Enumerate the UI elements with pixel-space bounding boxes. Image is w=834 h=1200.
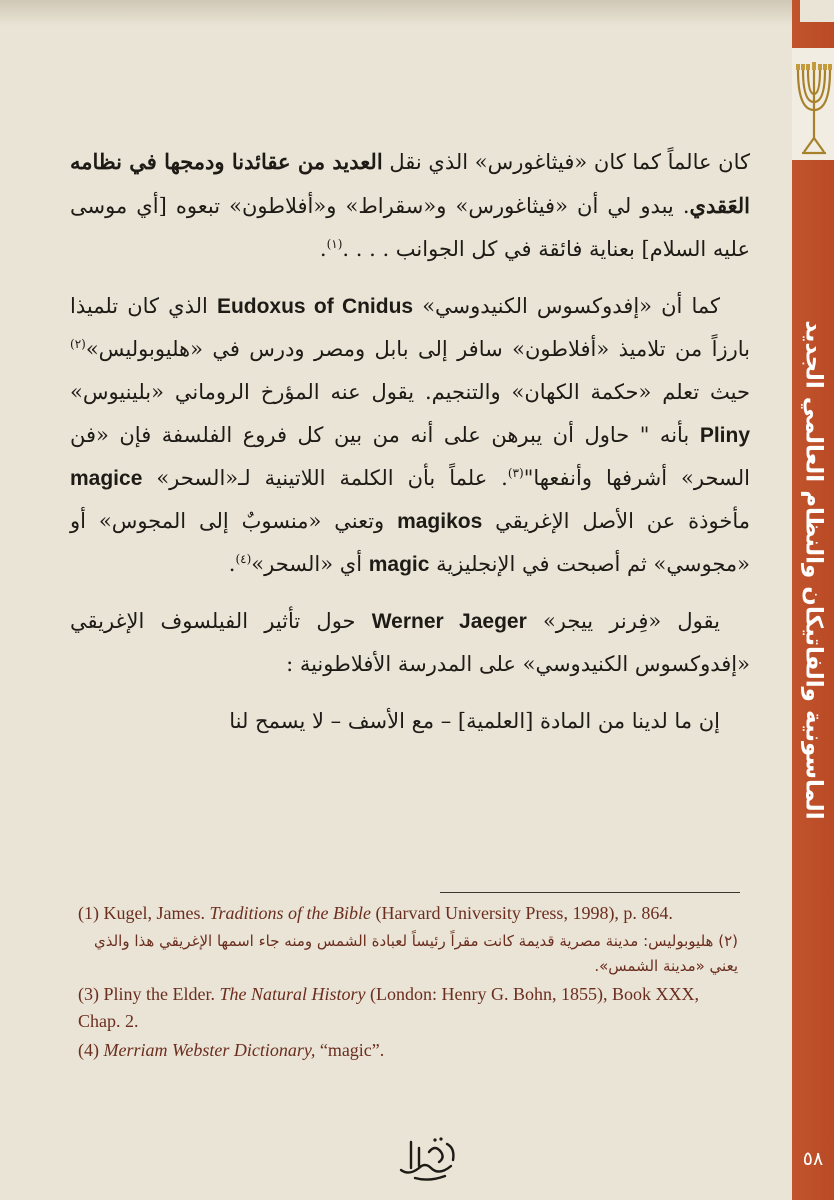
- footnote-1: (1) Kugel, James. Traditions of the Bible (Harvard University Press, 1998), p. 864.: [78, 903, 673, 923]
- text-run: حول تأثير الفيلسوف الإغريقي «إفدوكسوس الكنيدوسي» على المدرسة الأفلاطونية :: [70, 609, 750, 676]
- latin-term: magic: [368, 553, 430, 576]
- latin-term: Werner Jaeger: [371, 610, 527, 633]
- paragraph-2: [70, 285, 750, 586]
- text-run: الذي كان تلميذا بارزاً من تلاميذ «أفلاطون» سافر إلى بابل ومصر ودرس في «هليوبوليس»: [70, 294, 750, 361]
- footnote-ref: (١): [326, 237, 343, 251]
- bold-phrase: العديد من عقائدنا ودمجها في نظامه العَقدي: [70, 149, 750, 218]
- text-run: .: [319, 237, 327, 261]
- text-run: .: [228, 552, 236, 576]
- text-run: كان عالماً كما كان «فيثاغورس» الذي نقل: [382, 150, 750, 174]
- page-top-shadow: [0, 0, 834, 26]
- text-run: وتعني «منسوبٌ إلى المجوس» أو «مجوسي» ثم أصبحت في الإنجليزية: [70, 509, 750, 576]
- footnote-ref: (٤): [235, 552, 252, 566]
- footnote-2: (٢) هليوبوليس: مدينة مصرية قديمة كانت مقراً رئيساً لعبادة الشمس ومنه جاء اسمها الإغريقي هذا والذي يعني «مدينة الشمس».: [94, 932, 738, 975]
- paragraph-1: [70, 140, 750, 271]
- band-notch: [800, 0, 834, 22]
- page-number: ٥٨: [802, 1148, 824, 1170]
- text-run: . علماً بأن الكلمة اللاتينية لـ«السحر»: [142, 466, 508, 490]
- running-chapter-title: [794, 180, 834, 960]
- text-run: إن ما لدينا من المادة [العلمية] – مع الأسف – لا يسمح لنا: [229, 709, 720, 733]
- footnote-ref: (٢): [70, 337, 86, 351]
- paragraph-4-quote: [70, 700, 750, 743]
- paragraph-3: [70, 600, 750, 686]
- footnote-4: (4) Merriam Webster Dictionary, “magic”.: [78, 1040, 385, 1060]
- latin-term: magice: [70, 467, 143, 490]
- side-title-text: الماسونية والفاتيكان والنظام العالمي الجديد: [801, 320, 828, 820]
- footnote-ref: (٣): [507, 466, 524, 480]
- footnote-divider: [440, 892, 740, 893]
- latin-term: Pliny: [699, 424, 750, 447]
- footnotes: [78, 900, 738, 1066]
- text-run: بأنه " حاول أن يبرهن على أنه من بين كل فروع الفلسفة فإن «فن السحر» أشرفها وأنفعها": [70, 423, 750, 490]
- text-run: أي «السحر»: [251, 552, 369, 576]
- publisher-calligraphy-logo: [395, 1130, 465, 1184]
- footnote-3: (3) Pliny the Elder. The Natural History (London: Henry G. Bohn, 1855), Book XXX, Chap. 2.: [78, 984, 699, 1031]
- main-body-text: [70, 140, 750, 743]
- menorah-icon: [792, 48, 834, 160]
- text-run: . يبدو لي أن «فيثاغورس» و«سقراط» و«أفلاطون» تبعوه [أي موسى عليه السلام] بعناية فائقة في كل الجوانب . . . .: [70, 194, 750, 261]
- latin-term: Eudoxus of Cnidus: [216, 295, 414, 318]
- text-run: مأخوذة عن الأصل الإغريقي: [482, 509, 751, 533]
- latin-term: magikos: [397, 510, 483, 533]
- text-run: حيث تعلم «حكمة الكهان» والتنجيم. يقول عنه المؤرخ الروماني «بلينيوس»: [70, 380, 750, 404]
- text-run: يقول «فِرنر ييجر»: [526, 609, 720, 633]
- text-run: كما أن «إفدوكسوس الكنيدوسي»: [413, 294, 720, 318]
